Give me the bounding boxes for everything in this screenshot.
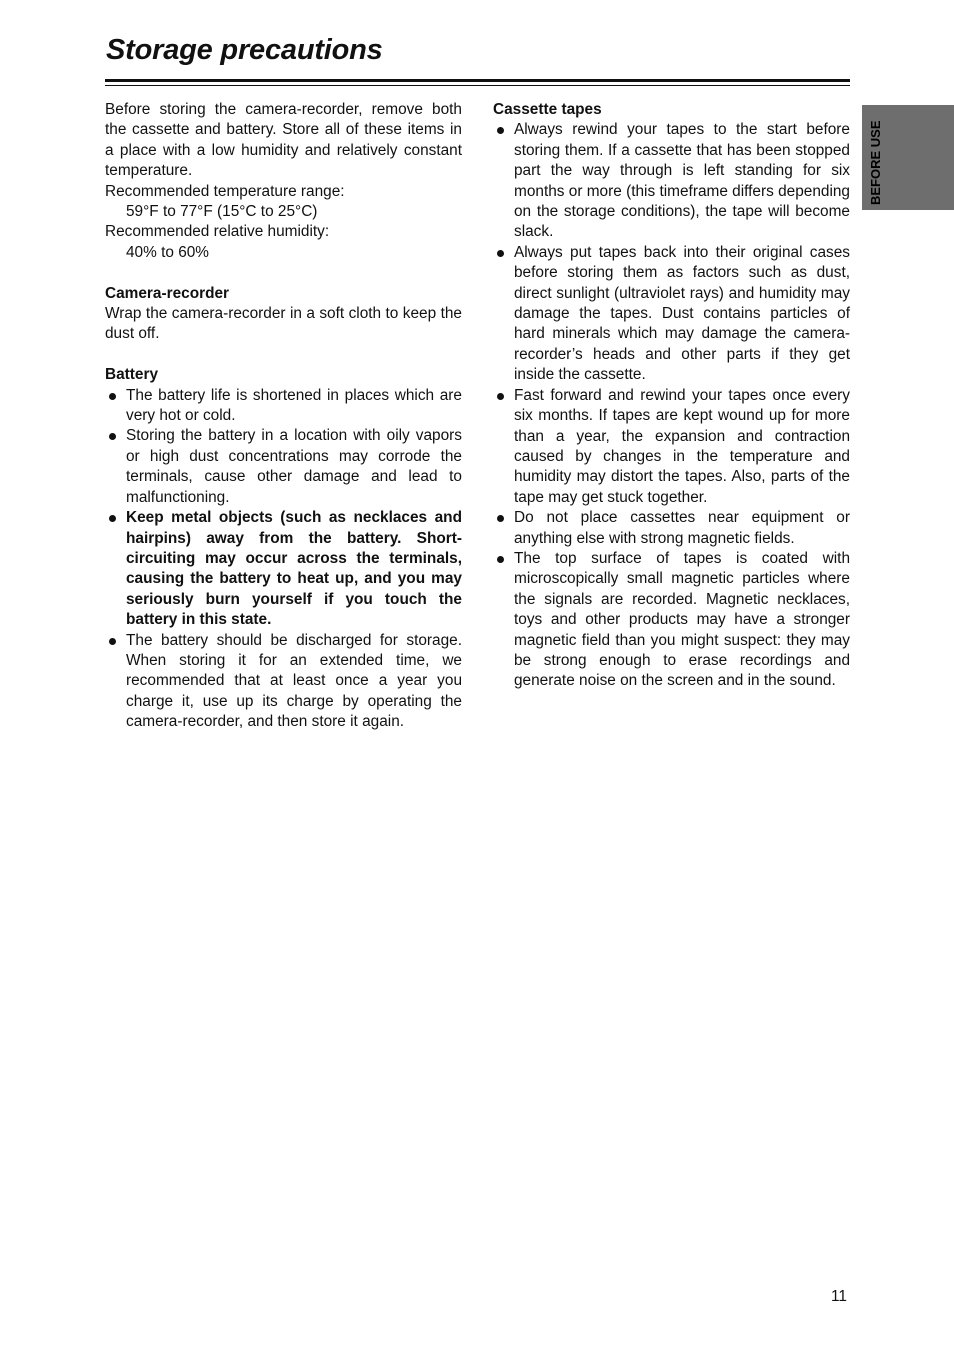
right-column — [493, 100, 850, 692]
cassette-list — [493, 120, 850, 691]
temperature-label: Recommended temperature range: — [105, 182, 345, 200]
humidity-label: Recommended relative humidity: — [105, 223, 330, 241]
list-item: The battery life is shortened in places which are very hot or cold. — [105, 386, 462, 427]
temperature-value: 59°F to 77°F (15°C to 25°C) — [126, 203, 318, 221]
page-title: Storage precautions — [106, 34, 383, 66]
intro-paragraph: Before storing the camera-recorder, remove both the cassette and battery. Store all of these items in a place with a low humidity and relatively constant temperature. — [105, 101, 462, 180]
battery-heading: Battery — [105, 366, 159, 384]
page-number: 11 — [831, 1288, 847, 1305]
list-item: Keep metal objects (such as necklaces and hairpins) away from the battery. Short-circuiting may occur across the terminals, causing the battery to heat up, and you may seriously burn yourself if you touch the battery in this state. — [105, 508, 462, 630]
list-item: The battery should be discharged for storage. When storing it for an extended time, we recommended that at least once a year you charge it, use up its charge by operating the camera-recorder, and then store it again. — [105, 631, 462, 733]
list-item: Storing the battery in a location with oily vapors or high dust concentrations may corrode the terminals, cause other damage and lead to malfunctioning. — [105, 426, 462, 508]
list-item: Always put tapes back into their original cases before storing them as factors such as dust, direct sunlight (ultraviolet rays) and humidity may damage the tapes. Dust contains particles of hard minerals which may damage the camera-recorder’s heads and other parts if they get inside the cassette. — [493, 243, 850, 386]
list-item: Fast forward and rewind your tapes once every six months. If tapes are kept wound up for more than a year, the expansion and contraction caused by changes in the temperature and humidity may distort the tapes. Also, parts of the tape may get stuck together. — [493, 386, 850, 508]
left-column — [105, 100, 462, 733]
section-tab — [862, 105, 954, 210]
cassette-tapes-heading: Cassette tapes — [493, 101, 602, 118]
list-item: Always rewind your tapes to the start before storing them. If a cassette that has been stopped part the way through is left standing for six months or more (this timeframe differs depending on the storage conditions), the tape will become slack. — [493, 120, 850, 242]
list-item: The top surface of tapes is coated with microscopically small magnetic particles where the signals are recorded. Magnetic necklaces, toys and other products may have a stronger magnetic field than you might suspect: they may be strong enough to erase recordings and generate noise on the screen and in the sound. — [493, 549, 850, 692]
camera-recorder-text: Wrap the camera-recorder in a soft cloth to keep the dust off. — [105, 305, 462, 343]
battery-list — [105, 386, 462, 733]
list-item: Do not place cassettes near equipment or anything else with strong magnetic fields. — [493, 508, 850, 549]
camera-recorder-heading: Camera-recorder — [105, 284, 230, 302]
humidity-value: 40% to 60% — [126, 243, 209, 261]
title-rule-thin — [105, 85, 850, 86]
title-rule-thick — [105, 79, 850, 82]
section-tab-label: BEFORE USE — [868, 120, 883, 205]
